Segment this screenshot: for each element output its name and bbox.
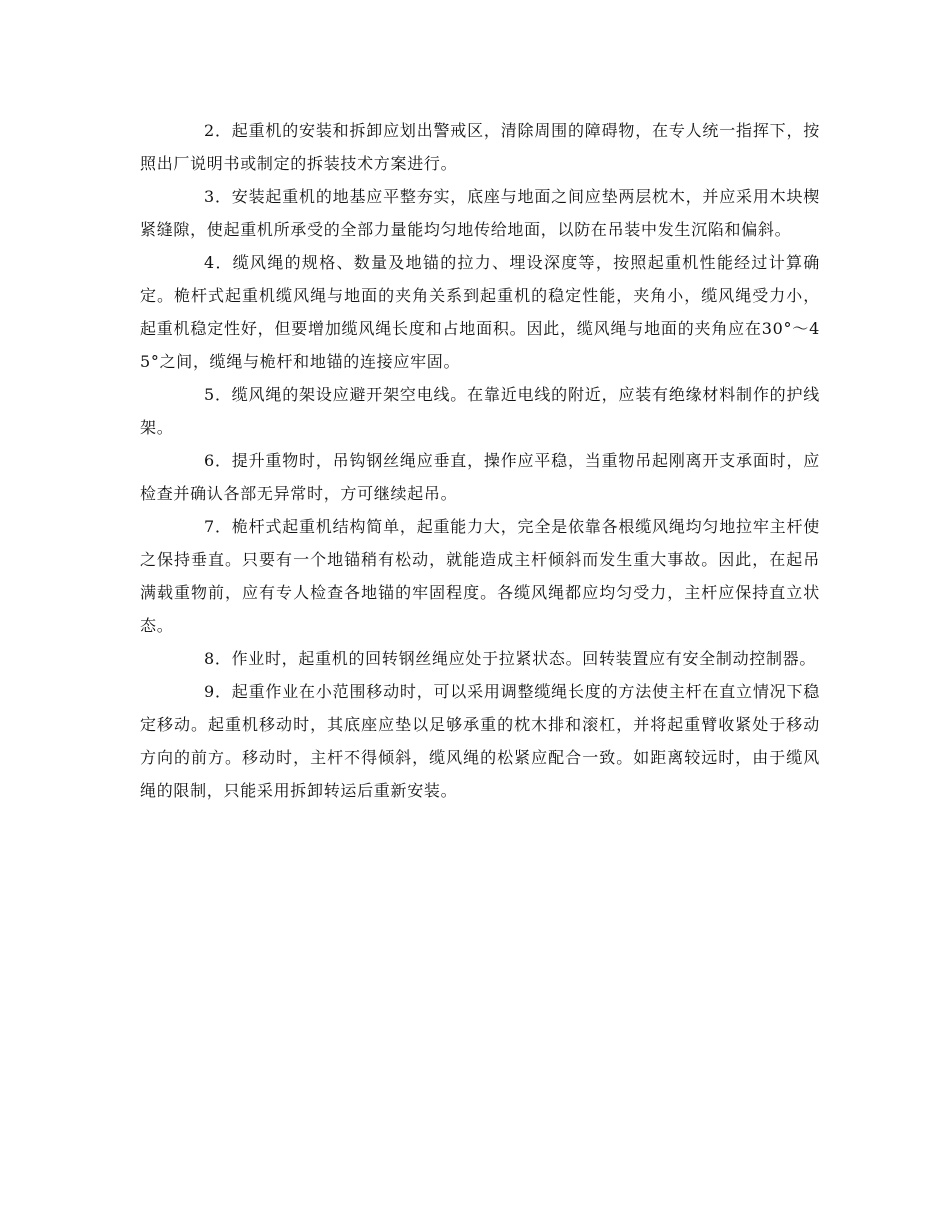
paragraph-item-4: 4．缆风绳的规格、数量及地锚的拉力、埋设深度等，按照起重机性能经过计算确定。桅杆式起重机缆风绳与地面的夹角关系到起重机的稳定性能，夹角小，缆风绳受力小，起重机稳定性好，但要增加缆风绳长度和占地面积。因此，缆风绳与地面的夹角应在30°～45°之间，缆绳与桅杆和地锚的连接应牢固。 <box>140 253 820 371</box>
paragraph-item-2: 2．起重机的安装和拆卸应划出警戒区，清除周围的障碍物，在专人统一指挥下，按照出厂说明书或制定的拆装技术方案进行。 <box>140 121 820 173</box>
paragraph-item-6: 6．提升重物时，吊钩钢丝绳应垂直，操作应平稳，当重物吊起刚离开支承面时，应检查并确认各部无异常时，方可继续起吊。 <box>140 451 820 503</box>
paragraph-item-3: 3．安装起重机的地基应平整夯实，底座与地面之间应垫两层枕木，并应采用木块楔紧缝隙，使起重机所承受的全部力量能均匀地传给地面，以防在吊装中发生沉陷和偏斜。 <box>140 187 820 239</box>
paragraph-item-7: 7．桅杆式起重机结构简单，起重能力大，完全是依靠各根缆风绳均匀地拉牢主杆使之保持垂直。只要有一个地锚稍有松动，就能造成主杆倾斜而发生重大事故。因此，在起吊满载重物前，应有专人检查各地锚的牢固程度。各缆风绳都应均匀受力，主杆应保持直立状态。 <box>140 517 820 635</box>
document-body <box>140 114 820 807</box>
paragraph-item-5: 5．缆风绳的架设应避开架空电线。在靠近电线的附近，应装有绝缘材料制作的护线架。 <box>140 385 820 437</box>
paragraph-item-9: 9．起重作业在小范围移动时，可以采用调整缆绳长度的方法使主杆在直立情况下稳定移动。起重机移动时，其底座应垫以足够承重的枕木排和滚杠，并将起重臂收紧处于移动方向的前方。移动时，主杆不得倾斜，缆风绳的松紧应配合一致。如距离较远时，由于缆风绳的限制，只能采用拆卸转运后重新安装。 <box>140 682 820 800</box>
paragraph-item-8: 8．作业时，起重机的回转钢丝绳应处于拉紧状态。回转装置应有安全制动控制器。 <box>204 649 817 668</box>
